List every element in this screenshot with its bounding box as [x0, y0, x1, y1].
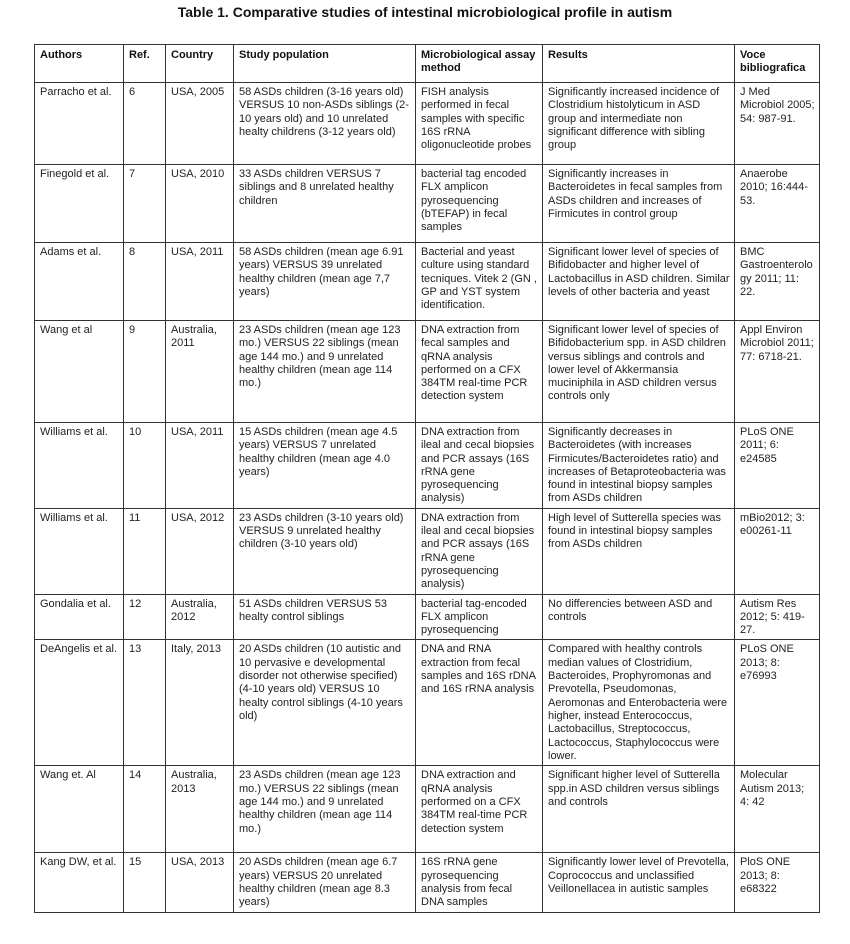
- cell-study-population: 33 ASDs children VERSUS 7 siblings and 8 unrelated healthy children: [234, 165, 416, 243]
- cell-bibliography: Autism Res 2012; 5: 419-27.: [735, 594, 820, 640]
- cell-bibliography: Anaerobe 2010; 16:444-53.: [735, 165, 820, 243]
- cell-authors: Kang DW, et al.: [35, 853, 124, 913]
- cell-study-population: 20 ASDs children (mean age 6.7 years) VERSUS 20 unrelated healthy children (mean age 8.3 years): [234, 853, 416, 913]
- table-row: [35, 83, 820, 165]
- cell-country: USA, 2013: [166, 853, 234, 913]
- cell-authors: Gondalia et al.: [35, 594, 124, 640]
- cell-assay-method: DNA extraction from ileal and cecal biopsies and PCR assays (16S rRNA gene pyrosequencing analysis): [416, 508, 543, 594]
- cell-study-population: 58 ASDs children (mean age 6.91 years) VERSUS 39 unrelated healthy children (mean age 7,7 years): [234, 243, 416, 321]
- cell-assay-method: Bacterial and yeast culture using standard tecniques. Vitek 2 (GN , GP and YST system identification.: [416, 243, 543, 321]
- cell-bibliography: Molecular Autism 2013; 4: 42: [735, 766, 820, 853]
- header-results: Results: [543, 45, 735, 83]
- header-ref: Ref.: [124, 45, 166, 83]
- cell-assay-method: bacterial tag-encoded FLX amplicon pyrosequencing: [416, 594, 543, 640]
- header-authors: Authors: [35, 45, 124, 83]
- table-row: [35, 321, 820, 423]
- cell-study-population: 15 ASDs children (mean age 4.5 years) VERSUS 7 unrelated healthy children (mean age 4.0 years): [234, 423, 416, 509]
- table-row: [35, 508, 820, 594]
- cell-ref: 9: [124, 321, 166, 423]
- cell-country: USA, 2011: [166, 423, 234, 509]
- table-row: [35, 853, 820, 913]
- cell-results: Significantly decreases in Bacteroidetes (with increases Firmicutes/Bacteroidetes ratio) and increases of Betaproteobacteria was found in intestinal biopsy samples from ASDs children: [543, 423, 735, 509]
- cell-ref: 10: [124, 423, 166, 509]
- table-row: [35, 165, 820, 243]
- cell-bibliography: J Med Microbiol 2005; 54: 987-91.: [735, 83, 820, 165]
- cell-results: Significantly increased incidence of Clostridium histolyticum in ASD group and intermediate non significant difference with sibling group: [543, 83, 735, 165]
- cell-country: USA, 2010: [166, 165, 234, 243]
- cell-results: Significantly lower level of Prevotella, Coprococcus and unclassified Veillonellacea in autistic samples: [543, 853, 735, 913]
- cell-authors: Williams et al.: [35, 508, 124, 594]
- cell-assay-method: bacterial tag encoded FLX amplicon pyrosequencing (bTEFAP) in fecal samples: [416, 165, 543, 243]
- cell-results: Significant lower level of species of Bifidobacter and higher level of Lactobacillus in ASD children. Similar levels of other bacteria and yeast: [543, 243, 735, 321]
- cell-assay-method: DNA and RNA extraction from fecal samples and 16S rDNA and 16S rRNA analysis: [416, 640, 543, 766]
- cell-results: High level of Sutterella species was found in intestinal biopsy samples from ASDs children: [543, 508, 735, 594]
- cell-country: Australia, 2013: [166, 766, 234, 853]
- cell-country: Australia, 2011: [166, 321, 234, 423]
- cell-country: Italy, 2013: [166, 640, 234, 766]
- cell-study-population: 23 ASDs children (mean age 123 mo.) VERSUS 22 siblings (mean age 144 mo.) and 9 unrelated healthy children (mean age 114 mo.): [234, 321, 416, 423]
- header-assay-method: Microbiological assay method: [416, 45, 543, 83]
- cell-bibliography: PLoS ONE 2011; 6: e24585: [735, 423, 820, 509]
- table-row: [35, 640, 820, 766]
- table-row: [35, 243, 820, 321]
- cell-country: USA, 2012: [166, 508, 234, 594]
- cell-ref: 13: [124, 640, 166, 766]
- cell-results: No differencies between ASD and controls: [543, 594, 735, 640]
- cell-authors: Parracho et al.: [35, 83, 124, 165]
- cell-authors: Williams et al.: [35, 423, 124, 509]
- cell-authors: Wang et. Al: [35, 766, 124, 853]
- cell-country: Australia, 2012: [166, 594, 234, 640]
- header-row: [35, 45, 820, 83]
- cell-assay-method: DNA extraction from fecal samples and qRNA analysis performed on a CFX 384TM real-time PCR detection system: [416, 321, 543, 423]
- cell-ref: 6: [124, 83, 166, 165]
- cell-bibliography: BMC Gastroenterology 2011; 11: 22.: [735, 243, 820, 321]
- cell-ref: 8: [124, 243, 166, 321]
- cell-authors: Adams et al.: [35, 243, 124, 321]
- cell-assay-method: FISH analysis performed in fecal samples with specific 16S rRNA oligonucleotide probes: [416, 83, 543, 165]
- cell-country: USA, 2011: [166, 243, 234, 321]
- cell-assay-method: DNA extraction and qRNA analysis performed on a CFX 384TM real-time PCR detection system: [416, 766, 543, 853]
- cell-authors: Wang et al: [35, 321, 124, 423]
- comparative-studies-table: [34, 44, 820, 913]
- cell-study-population: 20 ASDs children (10 autistic and 10 pervasive e developmental disorder not otherwise specified) (4-10 years old) VERSUS 10 healty control siblings (4-10 years old): [234, 640, 416, 766]
- cell-country: USA, 2005: [166, 83, 234, 165]
- cell-results: Significant lower level of species of Bifidobacterium spp. in ASD children versus siblings and controls and lower level of Akkermansia muciniphila in ASD children versus controls only: [543, 321, 735, 423]
- cell-results: Compared with healthy controls median values of Clostridium, Bacteroides, Prophyromonas and Prevotella, Pseudomonas, Aeromonas and Enterobacteria were higher, instead Enterococcus, Lactobacillus, Streptococcus, Lactococcus, Staphylococcus were lower.: [543, 640, 735, 766]
- cell-bibliography: PloS ONE 2013; 8: e68322: [735, 853, 820, 913]
- cell-ref: 14: [124, 766, 166, 853]
- cell-assay-method: DNA extraction from ileal and cecal biopsies and PCR assays (16S rRNA gene pyrosequencing analysis): [416, 423, 543, 509]
- cell-study-population: 23 ASDs children (mean age 123 mo.) VERSUS 22 siblings (mean age 144 mo.) and 9 unrelated healthy children (mean age 114 mo.): [234, 766, 416, 853]
- cell-assay-method: 16S rRNA gene pyrosequencing analysis from fecal DNA samples: [416, 853, 543, 913]
- cell-study-population: 58 ASDs children (3-16 years old) VERSUS 10 non-ASDs siblings (2-10 years old) and 10 unrelated healty childrens (3-12 years old): [234, 83, 416, 165]
- cell-authors: Finegold et al.: [35, 165, 124, 243]
- header-study-population: Study population: [234, 45, 416, 83]
- cell-results: Significantly increases in Bacteroidetes in fecal samples from ASDs children and increases of Firmicutes in control group: [543, 165, 735, 243]
- cell-bibliography: mBio2012; 3: e00261-11: [735, 508, 820, 594]
- table-row: [35, 766, 820, 853]
- cell-study-population: 23 ASDs children (3-10 years old) VERSUS 9 unrelated healthy children (3-10 years old): [234, 508, 416, 594]
- header-bibliography: Voce bibliografica: [735, 45, 820, 83]
- header-country: Country: [166, 45, 234, 83]
- table-row: [35, 594, 820, 640]
- cell-results: Significant higher level of Sutterella spp.in ASD children versus siblings and controls: [543, 766, 735, 853]
- cell-bibliography: Appl Environ Microbiol 2011; 77: 6718-21.: [735, 321, 820, 423]
- cell-ref: 15: [124, 853, 166, 913]
- table-title: Table 1. Comparative studies of intestinal microbiological profile in autism: [177, 4, 673, 20]
- cell-ref: 11: [124, 508, 166, 594]
- cell-ref: 12: [124, 594, 166, 640]
- cell-study-population: 51 ASDs children VERSUS 53 healty control siblings: [234, 594, 416, 640]
- cell-ref: 7: [124, 165, 166, 243]
- cell-authors: DeAngelis et al.: [35, 640, 124, 766]
- table-row: [35, 423, 820, 509]
- cell-bibliography: PLoS ONE 2013; 8: e76993: [735, 640, 820, 766]
